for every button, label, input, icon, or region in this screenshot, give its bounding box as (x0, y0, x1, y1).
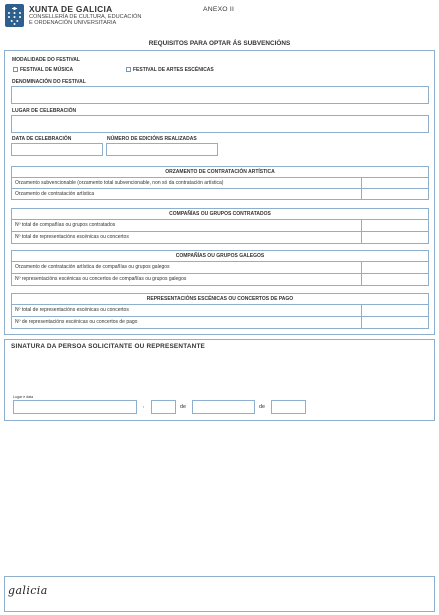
section-companies-header: COMPAÑÍAS OU GRUPOS CONTRATADOS (11, 208, 429, 220)
checkbox-scenic[interactable] (126, 67, 131, 72)
place-field[interactable] (11, 115, 429, 133)
signature-title: SINATURA DA PERSOA SOLICITANTE OU REPRESENTANTE (11, 343, 206, 350)
org-name: XUNTA DE GALICIA (29, 4, 113, 14)
place-date-label: Lugar e data (13, 395, 34, 399)
comma-separator: , (143, 403, 145, 409)
table-row (11, 232, 429, 244)
editions-label: NÚMERO DE EDICIÓNS REALIZADAS (107, 136, 197, 142)
row-label: Orzamento subvencionable (orzamento total subvencionable, non só da contratación artística) (15, 180, 224, 186)
row-value-field[interactable] (361, 178, 428, 188)
option-music-label: FESTIVAL DE MÚSICA (20, 67, 74, 73)
galicia-footer-logo: galicia (8, 584, 48, 597)
signature-place-field[interactable] (13, 400, 137, 414)
checkbox-music[interactable] (13, 67, 18, 72)
festival-name-label: DENOMINACIÓN DO FESTIVAL (12, 79, 86, 85)
section-budget-header: ORZAMENTO DE CONTRATACIÓN ARTÍSTICA (11, 166, 429, 178)
table-row (11, 317, 429, 329)
row-value-field[interactable] (361, 232, 428, 243)
signature-day-field[interactable] (151, 400, 176, 414)
row-value-field[interactable] (361, 189, 428, 199)
xunta-crest-icon (4, 3, 25, 28)
date-field[interactable] (11, 143, 103, 156)
row-label: Nº total de representacións escénicas ou concertos (15, 234, 129, 240)
de-separator-2: de (259, 404, 265, 410)
table-row (11, 262, 429, 274)
row-value-field[interactable] (361, 317, 428, 328)
option-scenic-label: FESTIVAL DE ARTES ESCÉNICAS (133, 67, 214, 73)
table-row (11, 305, 429, 317)
row-value-field[interactable] (361, 274, 428, 285)
signature-month-field[interactable] (192, 400, 255, 414)
table-row (11, 178, 429, 189)
section-paid-shows-header: REPRESENTACIÓNS ESCÉNICAS OU CONCERTOS DE PAGO (11, 293, 429, 305)
row-label: Nº de representacións escénicas ou concertos de pago (15, 319, 138, 325)
row-value-field[interactable] (361, 220, 428, 231)
editions-field[interactable] (106, 143, 218, 156)
row-label: Nº total de compañías ou grupos contratados (15, 222, 116, 228)
xunta-logo (4, 3, 184, 31)
section-galician-header: COMPAÑÍAS OU GRUPOS GALEGOS (11, 250, 429, 262)
de-separator-1: de (180, 404, 186, 410)
row-label: Orzamento de contratación artística (15, 191, 95, 197)
document-title: REQUISITOS PARA OPTAR ÁS SUBVENCIÓNS (148, 40, 291, 47)
modality-label: MODALIDADE DO FESTIVAL (12, 57, 80, 63)
date-label: DATA DE CELEBRACIÓN (12, 136, 72, 142)
row-value-field[interactable] (361, 262, 428, 273)
place-label: LUGAR DE CELEBRACIÓN (12, 108, 77, 114)
signature-year-field[interactable] (271, 400, 306, 414)
department-name: CONSELLERÍA DE CULTURA, EDUCACIÓN E ORDENACIÓN UNIVERSITARIA (29, 14, 142, 27)
row-value-field[interactable] (361, 305, 428, 316)
annex-label: ANEXO II (203, 6, 235, 13)
table-row (11, 189, 429, 200)
footer-box (4, 576, 435, 612)
row-label: Nº total de representacións escénicas ou concertos (15, 307, 129, 313)
table-row (11, 220, 429, 232)
festival-name-field[interactable] (11, 86, 429, 104)
row-label: Orzamento de contratación artística de compañías ou grupos galegos (15, 264, 170, 270)
table-row (11, 274, 429, 286)
row-label: Nº representacións escénicas ou concertos de compañías ou grupos galegos (15, 276, 187, 282)
